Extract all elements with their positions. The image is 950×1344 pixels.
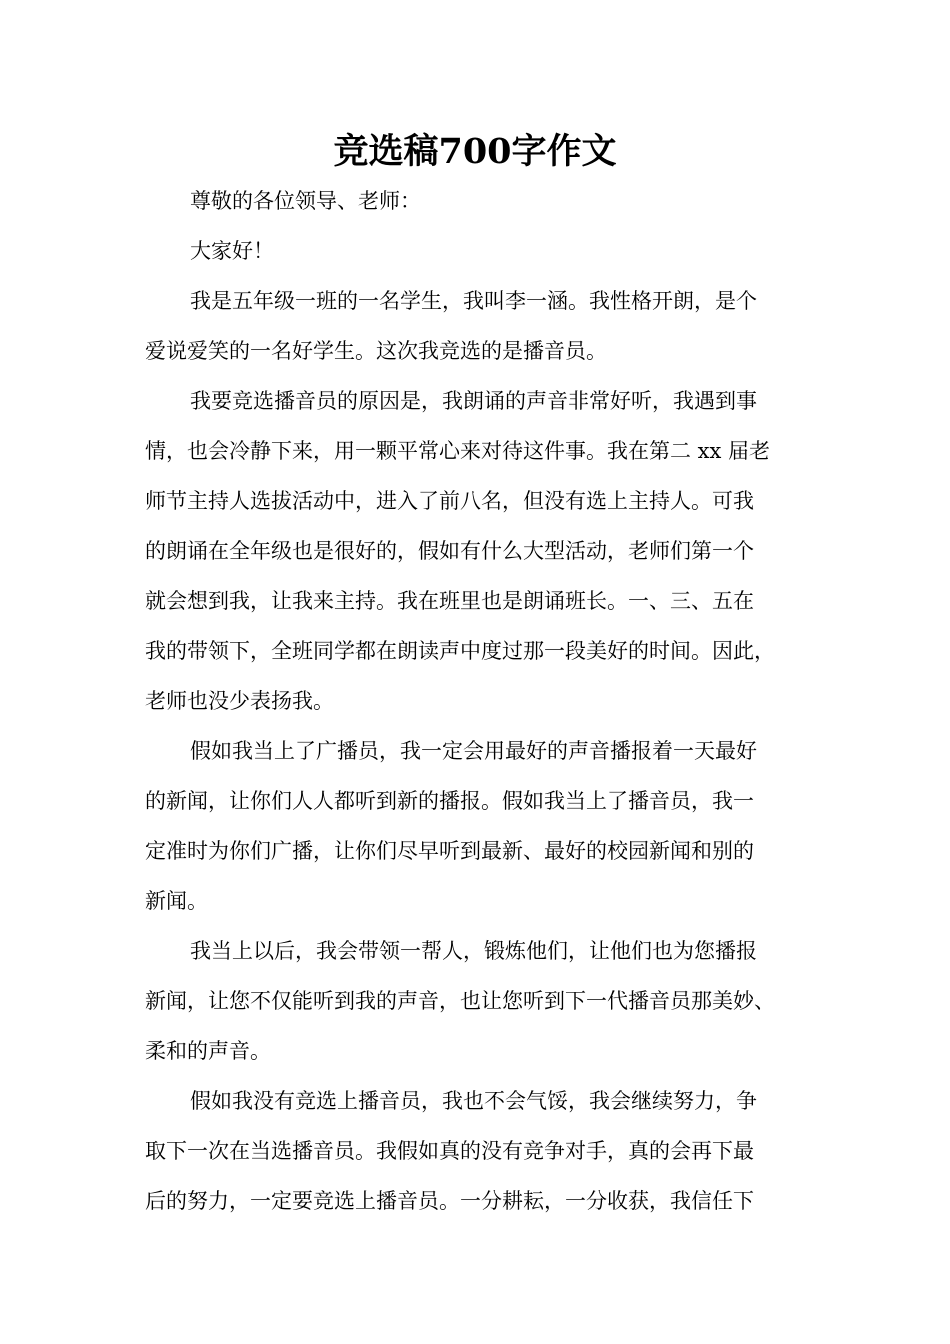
paragraph-3-line-4: 新闻。 [145, 889, 208, 913]
paragraph-4-line-1: 我当上以后，我会带领一帮人，锻炼他们，让他们也为您播报 [190, 939, 757, 963]
paragraph-5-line-1: 假如我没有竞选上播音员，我也不会气馁，我会继续努力，争 [190, 1089, 757, 1113]
paragraph-2-line-2: 情，也会冷静下来，用一颗平常心来对待这件事。我在第二 xx 届老 [145, 439, 771, 463]
paragraph-2-line-5: 就会想到我，让我来主持。我在班里也是朗诵班长。一、三、五在 [145, 589, 754, 613]
paragraph-2-line-3: 师节主持人选拔活动中，进入了前八名，但没有选上主持人。可我 [145, 489, 754, 513]
paragraph-4-line-2: 新闻，让您不仅能听到我的声音，也让您听到下一代播音员那美妙、 [145, 989, 775, 1013]
paragraph-1-line-1: 我是五年级一班的一名学生，我叫李一涵。我性格开朗，是个 [190, 289, 757, 313]
paragraph-1-line-2: 爱说爱笑的一名好学生。这次我竞选的是播音员。 [145, 339, 607, 363]
paragraph-3-line-3: 定准时为你们广播，让你们尽早听到最新、最好的校园新闻和别的 [145, 839, 754, 863]
document-title: 竞选稿700字作文 [333, 131, 617, 172]
paragraph-3-line-2: 的新闻，让你们人人都听到新的播报。假如我当上了播音员，我一 [145, 789, 754, 813]
paragraph-3-line-1: 假如我当上了广播员，我一定会用最好的声音播报着一天最好 [190, 739, 757, 763]
salutation-line: 尊敬的各位领导、老师： [190, 189, 421, 213]
document-body [145, 176, 825, 1226]
paragraph-2-line-7: 老师也没少表扬我。 [145, 689, 334, 713]
paragraph-4-line-3: 柔和的声音。 [145, 1039, 271, 1063]
greeting-line: 大家好！ [190, 239, 274, 263]
paragraph-2-line-1: 我要竞选播音员的原因是，我朗诵的声音非常好听，我遇到事 [190, 389, 757, 413]
paragraph-5-line-3: 后的努力，一定要竞选上播音员。一分耕耘，一分收获，我信任下 [145, 1189, 754, 1213]
paragraph-2-line-4: 的朗诵在全年级也是很好的，假如有什么大型活动，老师们第一个 [145, 539, 754, 563]
paragraph-2-line-6: 我的带领下，全班同学都在朗读声中度过那一段美好的时间。因此， [145, 639, 775, 663]
paragraph-5-line-2: 取下一次在当选播音员。我假如真的没有竞争对手，真的会再下最 [145, 1139, 754, 1163]
